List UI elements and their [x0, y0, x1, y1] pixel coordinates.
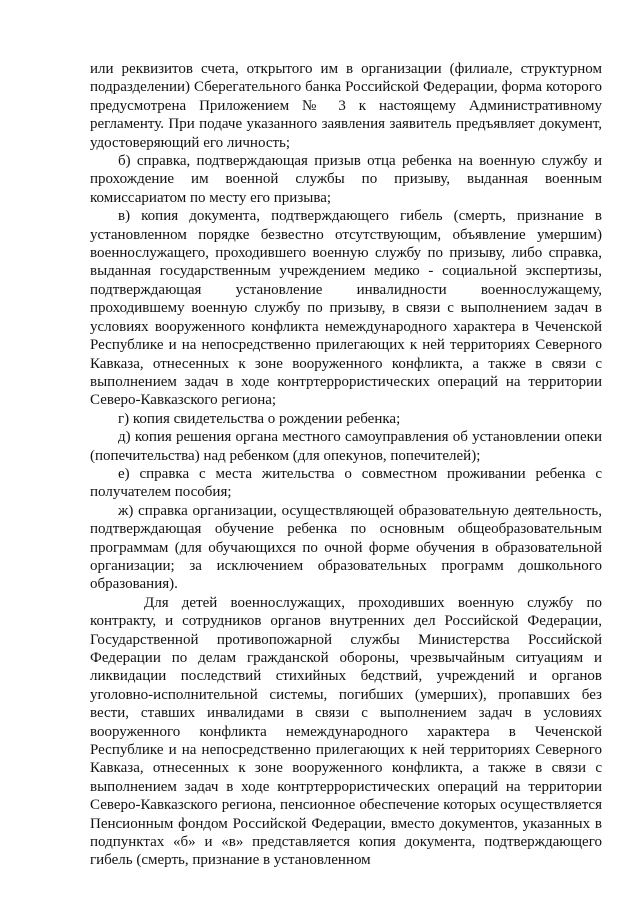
paragraph-item-d: д) копия решения органа местного самоуправления об установлении опеки (попечительства) над ребенком (для опекунов, попечителей);	[90, 429, 602, 464]
paragraph-contract-servicemen: Для детей военнослужащих, проходивших военную службу по контракту, и сотрудников органов внутренних дел Российской Федерации, Государственной противопожарной службы Министерства Российской Федерации по делам гражданской обороны, чрезвычайным ситуациям и ликвидации последствий стихийных бедствий, учреждений и органов уголовно-исполнительной системы, погибших (умерших), пропавших без вести, ставших инвалидами в связи с выполнением задач в условиях вооруженного конфликта немеждународного характера в Чеченской Республике и на непосредственно прилегающих к ней территориях Северного Кавказа, отнесенных к зоне вооруженного конфликта, а также в связи с выполнением задач в ходе контртеррористических операций на территории Северо-Кавказского региона, пенсионное обеспечение которых осуществляется Пенсионным фондом Российской Федерации, вместо документов, указанных в подпунктах «б» и «в» представляется копия документа, подтверждающего гибель (смерть, признание в установленном	[90, 594, 602, 869]
document-page	[90, 60, 602, 870]
paragraph-item-e: е) справка с места жительства о совместном проживании ребенка с получателем пособия;	[90, 465, 602, 501]
paragraph-item-v: в) копия документа, подтверждающего гибель (смерть, признание в установленном порядке безвестно отсутствующим, объявление умершим) военнослужащего, проходившего военную службу по призыву, либо справка, выданная государственным учреждением медико - социальной экспертизы, подтверждающая установление инвалидности военнослужащему, проходившему военную службу по призыву, в связи с выполнением задач в условиях вооруженного конфликта немеждународного характера в Чеченской Республике и на непосредственно прилегающих к ней территориях Северного Кавказа, отнесенных к зоне вооруженного конфликта, а также в связи с выполнением задач в ходе контртеррористических операций на территории Северо-Кавказского региона;	[90, 208, 602, 409]
paragraph-continuation: или реквизитов счета, открытого им в организации (филиале, структурном подразделении) Сберегательного банка Российской Федерации, форма которого предусмотрена Приложением № 3 к настоящему Административному регламенту. При подаче указанного заявления заявитель предъявляет документ, удостоверяющий его личность;	[90, 61, 602, 151]
paragraph-item-zh: ж) справка организации, осуществляющей образовательную деятельность, подтверждающая обучение ребенка по основным общеобразовательным программам (для обучающихся по очной форме обучения в образовательной организации; за исключением образовательных программ дошкольного образования).	[90, 502, 602, 593]
paragraph-item-b: б) справка, подтверждающая призыв отца ребенка на военную службу и прохождение им военной службы по призыву, выданная военным комиссариатом по месту его призыва;	[90, 153, 602, 206]
paragraph-item-g: г) копия свидетельства о рождении ребенка;	[118, 410, 401, 427]
